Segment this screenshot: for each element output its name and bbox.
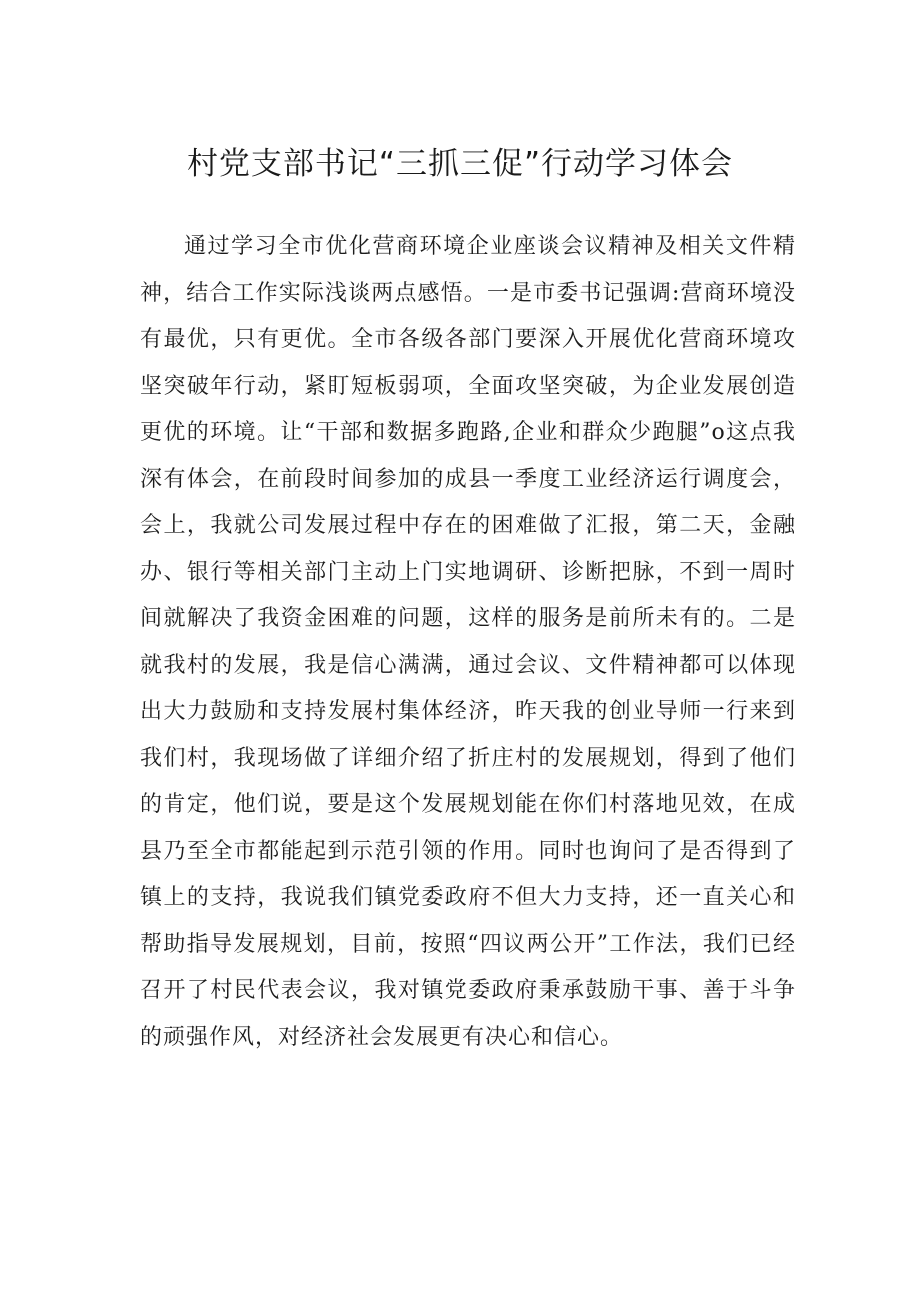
document-title: 村党支部书记“三抓三促”行动学习体会 <box>186 146 734 182</box>
document-paragraph: 通过学习全市优化营商环境企业座谈会议精神及相关文件精神，结合工作实际浅谈两点感悟。一是市委书记强调:营商环境没有最优，只有更优。全市各级各部门要深入开展优化营商环境攻坚突破年行动，紧盯短板弱项，全面攻坚突破，为企业发展创造更优的环境。让“干部和数据多跑路,企业和群众少跑腿”o这点我深有体会，在前段时间参加的成县一季度工业经济运行调度会，会上，我就公司发展过程中存在的困难做了汇报，第二天，金融办、银行等相关部门主动上门实地调研、诊断把脉，不到一周时间就解决了我资金困难的问题，这样的服务是前所未有的。二是就我村的发展，我是信心满满，通过会议、文件精神都可以体现出大力鼓励和支持发展村集体经济，昨天我的创业导师一行来到我们村，我现场做了详细介绍了折庄村的发展规划，得到了他们的肯定，他们说，要是这个发展规划能在你们村落地见效，在成县乃至全市都能起到示范引领的作用。同时也询问了是否得到了镇上的支持，我说我们镇党委政府不但大力支持，还一直关心和帮助指导发展规划，目前，按照“四议两公开”工作法，我们已经召开了村民代表会议，我对镇党委政府秉承鼓励干事、善于斗争的顽强作风，对经济社会发展更有决心和信心。 <box>140 234 796 1050</box>
